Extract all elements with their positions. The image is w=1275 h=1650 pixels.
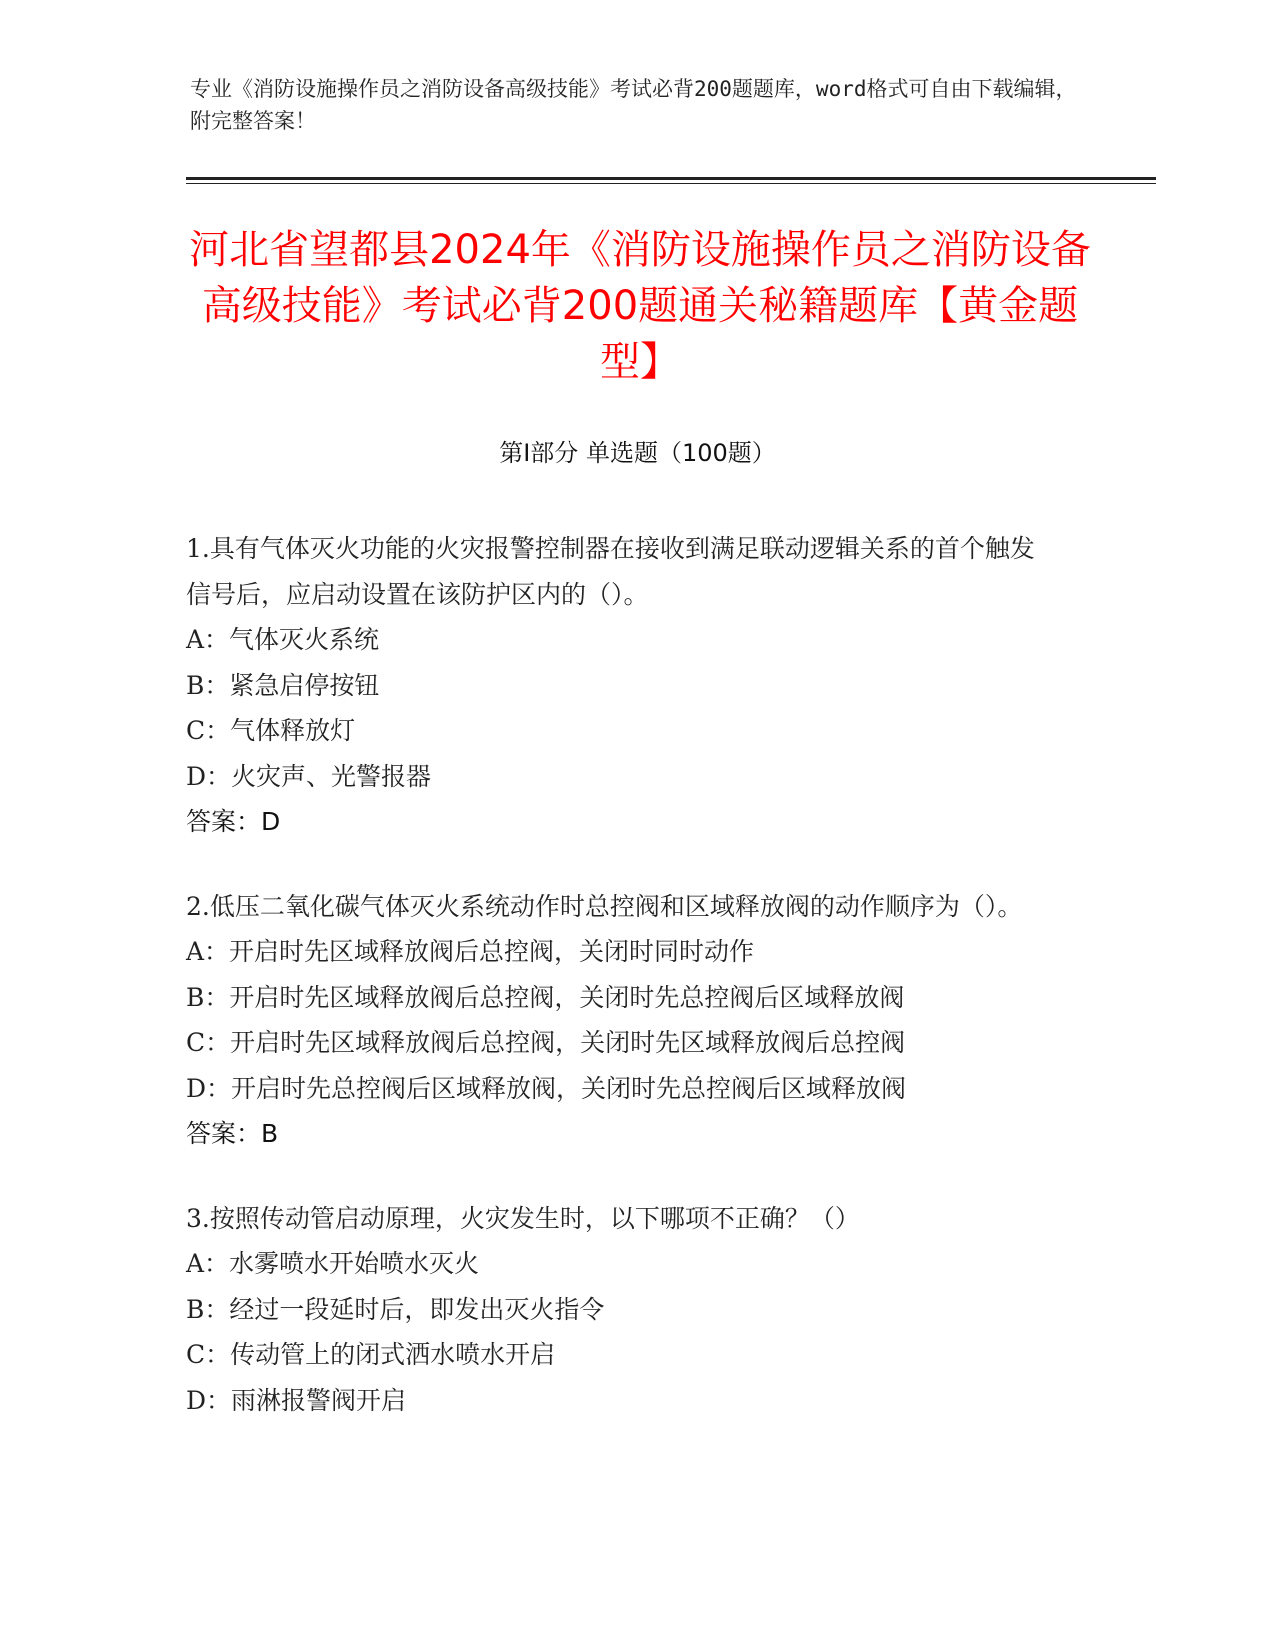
option-a: A：水雾喷水开始喷水灭火 (186, 1249, 480, 1278)
option-c: C：传动管上的闭式洒水喷水开启 (186, 1340, 556, 1369)
section-heading: 第I部分 单选题（100题） (499, 439, 776, 467)
question-3 (186, 1196, 1056, 1424)
option-d: D：雨淋报警阀开启 (186, 1385, 407, 1415)
question-stem: 1.具有气体灭火功能的火灾报警控制器在接收到满足联动逻辑关系的首个触发信号后，应启动设置在该防护区内的（）。 (186, 534, 1035, 609)
answer-line: 答案：D (186, 807, 281, 836)
document-title: 河北省望都县2024年《消防设施操作员之消防设备高级技能》考试必背200题通关秘籍题库【黄金题型】 (189, 227, 1091, 385)
option-d: D：开启时先总控阀后区域释放阀，关闭时先总控阀后区域释放阀 (186, 1073, 907, 1103)
question-1 (186, 526, 1056, 845)
option-a: A：气体灭火系统 (186, 625, 380, 654)
header-rule-thick (186, 177, 1156, 180)
option-b: B：经过一段延时后，即发出灭火指令 (186, 1294, 605, 1324)
header-note: 专业《消防设施操作员之消防设备高级技能》考试必背200题题库，word格式可自由下载编辑，附完整答案！ (190, 77, 1077, 133)
question-stem: 2.低压二氧化碳气体灭火系统动作时总控阀和区域释放阀的动作顺序为（）。 (186, 891, 1023, 921)
question-stem: 3.按照传动管启动原理，火灾发生时，以下哪项不正确？（） (186, 1203, 860, 1233)
answer-line: 答案：B (186, 1119, 279, 1148)
question-list (186, 526, 1056, 1462)
option-d: D：火灾声、光警报器 (186, 761, 432, 791)
question-2 (186, 884, 1056, 1157)
option-b: B：紧急启停按钮 (186, 670, 380, 700)
option-c: C：开启时先区域释放阀后总控阀，关闭时先区域释放阀后总控阀 (186, 1028, 906, 1057)
option-c: C：气体释放灯 (186, 716, 356, 745)
option-a: A：开启时先区域释放阀后总控阀，关闭时同时动作 (186, 937, 755, 966)
header-rule-thin (186, 183, 1156, 184)
option-b: B：开启时先区域释放阀后总控阀，关闭时先总控阀后区域释放阀 (186, 982, 905, 1012)
